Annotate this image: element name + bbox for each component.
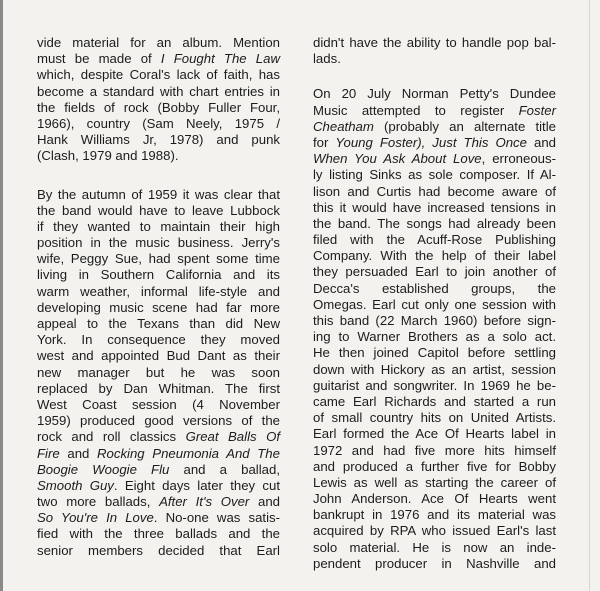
italic-title: Rocking Pneumonia And The <box>97 445 280 461</box>
text-line <box>37 203 280 219</box>
paragraph <box>313 86 556 572</box>
text-segment: York. In consequence they moved <box>37 332 280 348</box>
text-line <box>313 475 556 491</box>
text-line <box>37 543 280 559</box>
text-segment: which, despite Coral's lack of faith, has <box>37 67 280 83</box>
text-segment: appeal to the Texans than did New <box>37 316 280 331</box>
text-segment: west and appointed Bud Dant as their <box>37 348 280 364</box>
text-line <box>313 200 556 216</box>
paragraph-gap <box>37 165 280 187</box>
text-segment: fied with the three ballads and the <box>37 526 280 542</box>
italic-title: So You're In Love <box>37 510 154 526</box>
text-segment: and <box>249 494 280 510</box>
text-line <box>37 300 280 316</box>
text-line <box>313 443 556 459</box>
text-segment: John Anderson. Ace Of Hearts went <box>313 491 556 507</box>
text-segment: Lewis as well as starting the career of <box>313 474 556 490</box>
text-segment: . No-one was satis- <box>153 510 280 526</box>
text-line <box>313 264 556 280</box>
text-line <box>37 251 280 267</box>
text-line <box>37 365 280 381</box>
text-segment: vide material for an album. Mention <box>37 35 280 50</box>
paragraph-gap <box>313 67 556 86</box>
text-segment: Decca's established groups, the <box>313 280 556 296</box>
text-segment: lads. <box>313 51 341 67</box>
text-line <box>313 248 556 264</box>
paragraph <box>37 35 280 165</box>
text-segment: and <box>59 445 97 461</box>
text-segment: ing to Warner Brothers as a solo act. <box>313 329 556 345</box>
italic-title: Cheatham <box>313 118 374 134</box>
text-line <box>37 494 280 510</box>
text-line <box>37 348 280 364</box>
text-line <box>37 67 280 83</box>
text-line <box>313 426 556 442</box>
text-line <box>37 84 280 100</box>
text-segment: wife, Peggy Sue, had spent some time <box>37 251 280 267</box>
text-line <box>37 446 280 462</box>
text-line <box>37 413 280 429</box>
text-line <box>37 381 280 397</box>
text-segment: 1972 and had five more hits himself <box>313 442 556 458</box>
text-line <box>313 491 556 507</box>
text-segment: for <box>313 134 336 150</box>
italic-title: Smooth Guy <box>37 477 114 493</box>
text-line <box>37 429 280 445</box>
text-line <box>37 332 280 348</box>
text-segment: must be made of <box>37 51 161 67</box>
text-segment: pendent producer in Nashville and <box>313 555 556 571</box>
text-line <box>313 86 556 102</box>
text-segment: Earl formed the Ace Of Hearts label in <box>313 426 556 442</box>
text-segment: filed with the Acuff-Rose Publishing <box>313 232 556 248</box>
text-line <box>313 540 556 556</box>
text-line <box>313 394 556 410</box>
text-line <box>37 462 280 478</box>
paragraph <box>37 187 280 559</box>
paragraph <box>313 35 556 67</box>
text-segment: and produced a further five for Bobby <box>313 458 556 474</box>
text-segment: senior members decided that Earl <box>37 542 280 558</box>
text-segment: this band (22 March 1960) before sign- <box>313 313 556 328</box>
page-edge-right <box>589 0 590 591</box>
text-line <box>313 313 556 329</box>
text-line <box>37 51 280 67</box>
text-line <box>37 35 280 51</box>
italic-title: Great Balls Of <box>185 429 280 445</box>
italic-title: Foster <box>518 102 556 118</box>
text-segment: . Eight days later they cut <box>113 477 280 493</box>
text-segment: new manager but he was soon <box>37 364 280 380</box>
text-segment: bankrupt in 1976 and its material was <box>313 507 556 523</box>
text-segment: On 20 July Norman Petty's Dundee <box>313 86 556 102</box>
text-segment: and <box>526 134 556 150</box>
text-segment: down with Hickory as an artist, session <box>313 361 556 377</box>
text-segment: (probably an alternate title <box>373 118 556 134</box>
text-segment: two more ballads, <box>37 494 160 510</box>
text-segment: the band. The songs had already been <box>313 215 556 231</box>
text-line <box>313 410 556 426</box>
text-segment: the band would have to leave Lubbock <box>37 202 280 218</box>
text-line <box>313 345 556 361</box>
text-line <box>313 216 556 232</box>
text-line <box>37 316 280 332</box>
text-segment: become a standard with chart entries in <box>37 83 280 99</box>
text-line <box>37 397 280 413</box>
right-text-column <box>313 35 556 572</box>
text-segment: warm weather, informal life-style and <box>37 283 280 299</box>
text-segment: He then joined Capitol before settling <box>313 345 556 361</box>
text-line <box>313 378 556 394</box>
text-segment: they persuaded Earl to join another of <box>313 264 556 280</box>
left-text-column <box>37 35 280 559</box>
italic-title: Boogie Woogie Flu <box>37 461 170 477</box>
text-line <box>37 478 280 494</box>
italic-title: I Fought The Law <box>160 51 280 67</box>
text-line <box>313 35 556 51</box>
text-line <box>313 362 556 378</box>
text-line <box>313 459 556 475</box>
text-line <box>37 510 280 526</box>
text-segment: developing music scene had far more <box>37 299 280 315</box>
text-segment: the fields of rock (Bobby Fuller Four, <box>37 99 280 115</box>
text-line <box>37 219 280 235</box>
text-segment: Omegas. Earl cut only one session with <box>313 296 556 312</box>
text-segment: rock and roll classics <box>37 429 186 445</box>
page-edge-left <box>0 0 3 591</box>
text-segment: ly listing Sinks as sole composer. If Al- <box>313 167 556 183</box>
text-line <box>37 100 280 116</box>
text-segment: didn't have the ability to handle pop bal- <box>313 35 556 50</box>
text-segment: Music attempted to register <box>313 102 519 118</box>
text-line <box>313 297 556 313</box>
italic-title: When You Ask About Love <box>313 151 482 167</box>
text-line <box>313 507 556 523</box>
text-line <box>313 51 556 67</box>
text-line <box>313 103 556 119</box>
text-line <box>313 329 556 345</box>
text-segment: lison and Curtis had become aware of <box>313 183 556 199</box>
text-segment: this it would have increased tensions in <box>313 199 556 215</box>
text-segment: (Clash, 1979 and 1988). <box>37 148 179 164</box>
text-segment: if they wanted to maintain their high <box>37 218 280 234</box>
text-line <box>37 132 280 148</box>
text-segment: , erroneous- <box>481 151 557 167</box>
text-segment: 1959) produced good versions of the <box>37 413 280 429</box>
text-line <box>37 267 280 283</box>
text-segment: West Coast session (4 November <box>37 396 280 412</box>
text-segment: solo material. He is now an inde- <box>313 539 556 555</box>
text-line <box>313 151 556 167</box>
text-segment: position in the music business. Jerry's <box>37 235 280 251</box>
text-segment: guitarist and songwriter. In 1969 he be- <box>313 377 556 393</box>
text-line <box>313 523 556 539</box>
text-segment: 1966), country (Sam Neely, 1975 / <box>37 115 280 131</box>
italic-title: After It's Over <box>159 494 250 510</box>
text-line <box>37 116 280 132</box>
text-line <box>37 526 280 542</box>
text-line <box>313 119 556 135</box>
text-segment: living in Southern California and its <box>37 267 280 283</box>
text-segment: came Earl Richards and started a run <box>313 393 556 409</box>
text-segment: replaced by Dan Whitman. The first <box>37 380 280 396</box>
text-line <box>37 187 280 203</box>
text-line <box>313 135 556 151</box>
text-line <box>313 184 556 200</box>
text-line <box>313 232 556 248</box>
text-segment: and a ballad, <box>169 461 280 477</box>
text-segment: of small country hits on United Artists. <box>313 410 556 426</box>
italic-title: Fire <box>37 445 60 461</box>
italic-title: Young Foster), Just This Once <box>335 134 527 150</box>
text-line <box>37 284 280 300</box>
text-line <box>313 281 556 297</box>
text-line <box>313 556 556 572</box>
text-segment: Hank Williams Jr, 1978) and punk <box>37 132 280 148</box>
text-line <box>37 235 280 251</box>
text-segment: By the autumn of 1959 it was clear that <box>37 186 280 202</box>
text-line <box>37 148 280 164</box>
text-segment: Company. With the help of their label <box>313 248 556 264</box>
text-line <box>313 167 556 183</box>
text-segment: acquired by RPA who issued Earl's last <box>313 523 556 539</box>
